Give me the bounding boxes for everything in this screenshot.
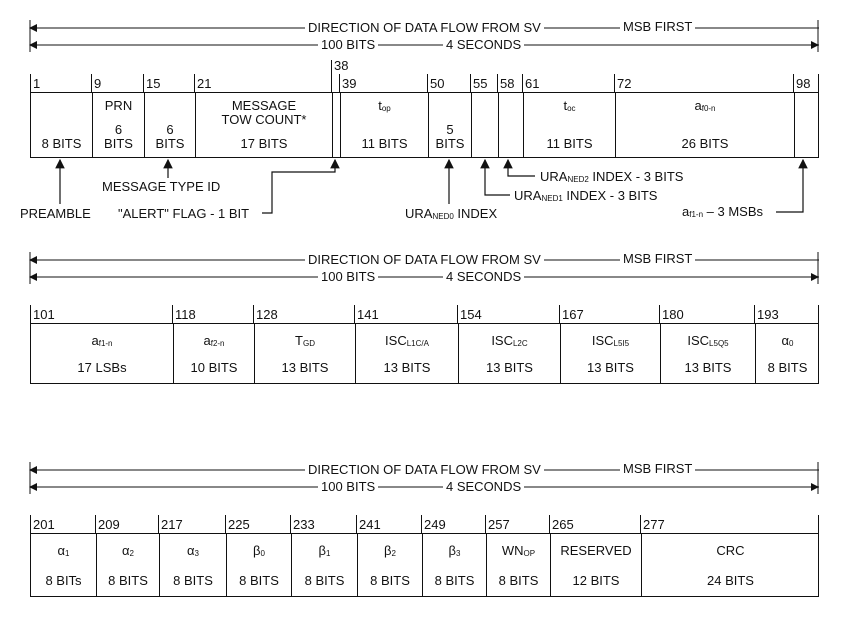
field-bit-count: 6 BITS: [155, 122, 185, 151]
flow-direction-label: DIRECTION OF DATA FLOW FROM SV: [305, 463, 544, 477]
field-name-subscript: L5I5: [613, 339, 630, 348]
msb-first-label: MSB FIRST: [620, 462, 695, 476]
total-bits-label: 100 BITS: [318, 480, 378, 494]
bit-index-label: 225: [228, 517, 250, 532]
bit-index-tick: [91, 74, 92, 92]
bit-index-label: 257: [488, 517, 510, 532]
field-bit-count: 8 BITS: [239, 573, 279, 588]
field-name-text: T: [295, 333, 303, 348]
bit-field: [422, 534, 486, 596]
field-name-subscript: 3: [194, 549, 199, 558]
field-name: [524, 99, 615, 116]
bit-index-label: 209: [98, 517, 120, 532]
bit-field: [641, 534, 819, 596]
field-name-text: MESSAGE: [231, 98, 297, 113]
bit-field: [173, 324, 254, 383]
msb-first-label: MSB FIRST: [620, 20, 695, 34]
bit-field: [486, 534, 550, 596]
bit-index-label: 141: [357, 307, 379, 322]
field-name: [551, 544, 641, 558]
field-name: [642, 544, 819, 558]
field-name: [341, 99, 428, 116]
bit-field: [31, 324, 173, 383]
bit-index-label: 241: [359, 517, 381, 532]
bit-index-label: 21: [197, 76, 212, 91]
bit-field: [291, 534, 357, 596]
ura-ned2-arrow: [508, 160, 535, 176]
field-name-subscript: 2: [391, 549, 396, 558]
bit-field: [615, 93, 794, 157]
field-name: [459, 334, 560, 351]
msb-first-label: MSB FIRST: [620, 252, 695, 266]
bit-field: [523, 93, 615, 157]
bit-index-tick: [470, 74, 471, 92]
field-name-text: β: [448, 543, 457, 558]
field-name-subscript: f1-n: [98, 339, 113, 348]
field-bit-count: 8 BITS: [108, 573, 148, 588]
bit-field: [550, 534, 641, 596]
label-text: INDEX - 3 BITS: [562, 188, 658, 203]
field-name-subscript: 3: [456, 549, 461, 558]
bit-index-label: 154: [460, 307, 482, 322]
bit-index-tick: [485, 515, 486, 533]
bit-field: [96, 534, 159, 596]
total-bits-label: 100 BITS: [318, 38, 378, 52]
bit-field: [31, 534, 96, 596]
field-bit-count: 24 BITS: [707, 573, 754, 588]
bit-index-tick: [793, 74, 794, 92]
bit-index-tick: [331, 60, 332, 92]
ura-ned0-label: [405, 207, 497, 224]
field-name-text: β: [253, 543, 261, 558]
field-name: [97, 544, 159, 561]
bit-index-tick: [253, 305, 254, 323]
bit-field: [471, 93, 498, 157]
bit-index-tick: [754, 305, 755, 323]
field-name: [292, 544, 357, 561]
ura-ned1-label: [514, 189, 657, 206]
bit-field: [794, 93, 819, 157]
field-name-subscript: L2C: [512, 339, 528, 348]
bit-field: [560, 324, 660, 383]
field-bit-count: 8 BITS: [434, 573, 475, 588]
field-name-text: TOW COUNT*: [221, 112, 307, 127]
bit-index-tick: [522, 74, 523, 92]
field-bit-count: 12 BITS: [572, 573, 620, 588]
field-name-text: a: [203, 333, 211, 348]
bit-field: [755, 324, 819, 383]
bit-index-tick: [158, 515, 159, 533]
ura-ned2-label: [540, 170, 683, 187]
field-name: [661, 334, 755, 351]
bit-field: [660, 324, 755, 383]
label-text: URA: [405, 206, 433, 221]
bit-index-tick: [30, 305, 31, 323]
label-text: URA: [514, 188, 542, 203]
field-bit-count: 13 BITS: [383, 360, 431, 375]
bit-index-label: 167: [562, 307, 584, 322]
field-name-subscript: 0: [789, 339, 794, 348]
field-name: [616, 99, 794, 116]
bit-index-label: 61: [525, 76, 540, 91]
message-type-label: MESSAGE TYPE ID: [102, 179, 221, 194]
bit-index-tick: [421, 515, 422, 533]
field-name-subscript: f0-n: [701, 104, 716, 113]
ura-ned1-arrow: [485, 160, 510, 195]
field-name-subscript: op: [381, 104, 391, 113]
field-bit-count: 8 BITS: [304, 573, 345, 588]
bit-field-row-2: [30, 323, 819, 384]
bit-index-label: 233: [293, 517, 315, 532]
field-name-subscript: oc: [567, 104, 576, 113]
bit-index-tick: [290, 515, 291, 533]
bit-index-tick: [614, 74, 615, 92]
bit-index-tick: [172, 305, 173, 323]
field-name: [196, 99, 332, 127]
bit-index-tick: [354, 305, 355, 323]
bit-index-label: 180: [662, 307, 684, 322]
label-text: URA: [540, 169, 568, 184]
field-bit-count: 26 BITS: [681, 136, 729, 151]
bit-field: [144, 93, 195, 157]
bit-index-tick: [143, 74, 144, 92]
field-name-text: β: [384, 543, 392, 558]
field-name: [160, 544, 226, 561]
bit-index-tick: [559, 305, 560, 323]
bit-field-row-1: [30, 92, 819, 158]
field-name-subscript: 2: [129, 549, 134, 558]
bit-index-label: 265: [552, 517, 574, 532]
field-name: [487, 544, 550, 561]
bit-field: [195, 93, 332, 157]
field-bit-count: 8 BITS: [498, 573, 539, 588]
bit-index-tick: [194, 74, 195, 92]
field-bit-count: 17 LSBs: [77, 360, 127, 375]
bit-index-tick: [427, 74, 428, 92]
field-name-subscript: L1C/A: [406, 339, 429, 348]
field-name-text: t: [563, 98, 568, 113]
field-name-text: ISC: [491, 333, 513, 348]
field-bit-count: 5 BITS: [435, 122, 465, 151]
flow-direction-label: DIRECTION OF DATA FLOW FROM SV: [305, 253, 544, 267]
field-name-subscript: f2-n: [210, 339, 225, 348]
field-bit-count: 17 BITS: [240, 136, 288, 151]
field-name-subscript: GD: [302, 339, 315, 348]
bit-index-label: 101: [33, 307, 55, 322]
bit-field: [428, 93, 471, 157]
field-name-text: CRC: [716, 543, 745, 558]
bit-index-label: 72: [617, 76, 632, 91]
bit-field: [254, 324, 355, 383]
bit-index-label: 15: [146, 76, 161, 91]
bit-field: [357, 534, 422, 596]
bit-field: [332, 93, 340, 157]
field-bit-count: 8 BITs: [45, 573, 82, 588]
bit-index-label: 38: [334, 58, 349, 73]
field-name: [31, 544, 96, 561]
field-name: [756, 334, 819, 351]
bit-field: [226, 534, 291, 596]
bit-index-tick: [497, 74, 498, 92]
field-name-text: α: [781, 333, 790, 348]
bit-index-label: 201: [33, 517, 55, 532]
field-name: [255, 334, 355, 351]
bit-index-label: 118: [175, 307, 196, 322]
bit-index-tick: [356, 515, 357, 533]
flow-direction-label: DIRECTION OF DATA FLOW FROM SV: [305, 21, 544, 35]
field-bit-count: 13 BITS: [587, 360, 634, 375]
bit-index-label: 1: [33, 76, 41, 91]
field-name-subscript: 1: [65, 549, 70, 558]
bit-index-label: 50: [430, 76, 445, 91]
field-name: [423, 544, 486, 561]
bit-index-tick: [818, 74, 819, 92]
bit-index-tick: [818, 515, 819, 533]
duration-label: 4 SECONDS: [443, 480, 524, 494]
bit-index-tick: [640, 515, 641, 533]
field-name: [227, 544, 291, 561]
label-text: – 3 MSBs: [703, 204, 763, 219]
field-name-text: ISC: [687, 333, 710, 348]
field-name: [358, 544, 422, 561]
duration-label: 4 SECONDS: [443, 270, 524, 284]
bit-index-label: 277: [643, 517, 665, 532]
label-subscript: NED2: [567, 175, 589, 184]
bit-field: [458, 324, 560, 383]
field-bit-count: 11 BITS: [546, 136, 593, 151]
alert-flag-label: "ALERT" FLAG - 1 BIT: [118, 206, 250, 221]
label-subscript: NED1: [541, 194, 563, 203]
field-bit-count: 13 BITS: [281, 360, 329, 375]
bit-field: [31, 93, 92, 157]
field-bit-count: 11 BITS: [361, 136, 408, 151]
bit-index-label: 55: [473, 76, 488, 91]
field-name-text: α: [187, 543, 195, 558]
field-name-text: t: [378, 98, 382, 113]
field-bit-count: 8 BITS: [173, 573, 213, 588]
bit-index-label: 217: [161, 517, 183, 532]
field-name-text: RESERVED: [560, 543, 632, 558]
label-text: INDEX - 3 BITS: [588, 169, 684, 184]
field-name: [356, 334, 458, 351]
field-name-text: α: [57, 543, 66, 558]
duration-label: 4 SECONDS: [443, 38, 524, 52]
field-name-subscript: 1: [326, 549, 331, 558]
af1-msb-arrow: [776, 160, 803, 212]
field-name-text: α: [122, 543, 130, 558]
bit-index-tick: [457, 305, 458, 323]
bit-index-tick: [30, 515, 31, 533]
bit-field-row-3: [30, 533, 819, 597]
bit-index-label: 98: [796, 76, 811, 91]
label-subscript: f1-n: [689, 210, 704, 219]
field-bit-count: 6 BITS: [104, 122, 133, 151]
bit-field: [498, 93, 523, 157]
field-name-text: a: [694, 98, 702, 113]
field-name-subscript: 0: [260, 549, 265, 558]
field-name: [561, 334, 660, 351]
field-name-text: WN: [501, 543, 524, 558]
bit-field: [340, 93, 428, 157]
total-bits-label: 100 BITS: [318, 270, 378, 284]
field-name: [174, 334, 254, 351]
alert-arrow: [262, 160, 335, 213]
bit-index-tick: [659, 305, 660, 323]
field-bit-count: 8 BITS: [41, 136, 82, 151]
field-name-text: ISC: [591, 333, 614, 348]
bit-index-label: 193: [757, 307, 779, 322]
bit-index-tick: [818, 305, 819, 323]
field-bit-count: 8 BITS: [370, 573, 410, 588]
af1-msb-label: [682, 205, 763, 222]
bit-index-label: 39: [342, 76, 357, 91]
field-bit-count: 10 BITS: [190, 360, 238, 375]
field-bit-count: 13 BITS: [684, 360, 732, 375]
bit-index-tick: [339, 74, 340, 92]
label-text: a: [682, 204, 690, 219]
field-name: [93, 99, 144, 113]
field-name-text: β: [318, 543, 327, 558]
field-name-text: a: [91, 333, 99, 348]
bit-index-tick: [225, 515, 226, 533]
bit-field: [92, 93, 144, 157]
bit-index-tick: [30, 74, 31, 92]
bit-index-label: 128: [256, 307, 278, 322]
bit-index-tick: [95, 515, 96, 533]
field-name-text: ISC: [385, 333, 407, 348]
preamble-label: PREAMBLE: [20, 206, 91, 221]
field-name-subscript: L5Q5: [709, 339, 729, 348]
bit-field: [355, 324, 458, 383]
bit-index-label: 249: [424, 517, 446, 532]
bit-index-tick: [549, 515, 550, 533]
field-name-text: PRN: [104, 98, 133, 113]
bit-index-label: 58: [500, 76, 515, 91]
bit-field: [159, 534, 226, 596]
label-subscript: NED0: [432, 212, 454, 221]
field-bit-count: 8 BITS: [767, 360, 808, 375]
field-name: [31, 334, 173, 351]
field-bit-count: 13 BITS: [486, 360, 533, 375]
bit-index-label: 9: [94, 76, 102, 91]
label-text: INDEX: [453, 206, 498, 221]
field-name-subscript: OP: [523, 549, 536, 558]
